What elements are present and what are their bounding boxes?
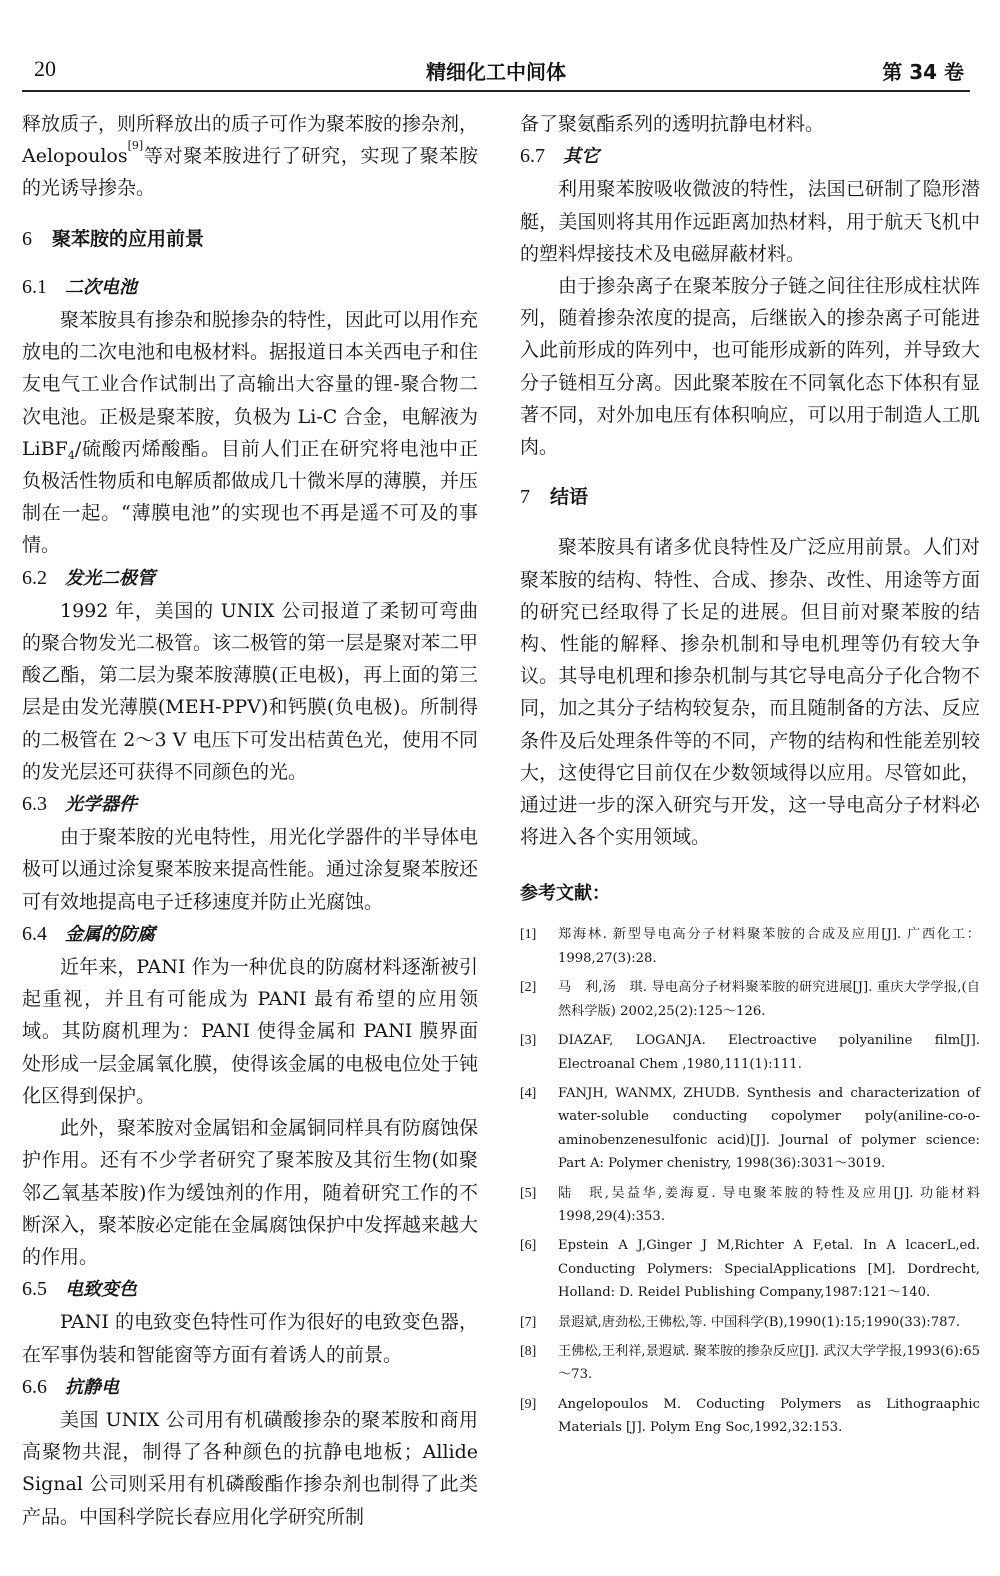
section-6-6-heading: 6.6 抗静电 [22, 1375, 119, 1398]
reference-item [520, 923, 980, 970]
reference-text: DIAZAF, LOGANJA. Electroactive polyaniline film[J]. Electroanal Chem ,1980,111(1):111. [558, 1033, 980, 1072]
reference-list [520, 923, 980, 1439]
reference-item [520, 1182, 980, 1229]
section-6-5-heading: 6.5 电致变色 [22, 1278, 137, 1301]
reference-item [520, 1029, 980, 1076]
reference-text: FANJH, WANMX, ZHUDB. Synthesis and characterization of water-soluble conducting copolymer poly(aniline-co-o-aminobenzenesulfonic acid)[J]. Journal of polymer science: Part A: Polymer chenistry, 1998(36):3031～3019. [558, 1085, 980, 1172]
reference-item [520, 1393, 980, 1440]
section-6-7-heading: 6.7 其它 [520, 145, 599, 168]
section-6-heading: 6 聚苯胺的应用前景 [22, 227, 205, 250]
section-6-2-heading: 6.2 发光二极管 [22, 566, 155, 589]
left-column [22, 108, 478, 1533]
section-6-4-text-2: 此外，聚苯胺对金属铝和金属铜同样具有防腐蚀保护作用。还有不少学者研究了聚苯胺及其衍生物(如聚邻乙氧基苯胺)作为缓蚀剂的作用，随着研究工作的不断深入，聚苯胺必定能在金属腐蚀保护中发挥越来越大的作用。 [22, 1117, 479, 1268]
section-6-5-text: PANI 的电致变色特性可作为很好的电致变色器，在军事伪装和智能窗等方面有着诱人的前景。 [22, 1311, 478, 1366]
reference-number: [9] [520, 1396, 537, 1412]
reference-text: 王佛松,王利祥,景遐斌. 聚苯胺的掺杂反应[J]. 武汉大学学报,1993(6):65～73. [558, 1343, 980, 1383]
reference-text: Angelopoulos M. Coducting Polymers as Lithograaphic Materials [J]. Polym Eng Soc,1992,32:153. [558, 1396, 980, 1436]
section-6-7-text-1: 利用聚苯胺吸收微波的特性，法国已研制了隐形潜艇，美国则将其用作远距离加热材料，用于航天飞机中的塑料焊接技术及电磁屏蔽材料。 [520, 178, 980, 265]
section-7-heading: 7 结语 [520, 486, 589, 509]
right-column [520, 108, 980, 1440]
section-6-3-text: 由于聚苯胺的光电特性，用光化学器件的半导体电极可以通过涂复聚苯胺来提高性能。通过涂复聚苯胺还可有效地提高电子迁移速度并防止光腐蚀。 [22, 826, 479, 913]
reference-item [520, 1082, 980, 1176]
intro-paragraph: 释放质子，则所释放出的质子可作为聚苯胺的掺杂剂，Aelopoulos[9]等对聚苯胺进行了研究，实现了聚苯胺的光诱导掺杂。 [22, 113, 479, 200]
reference-number: [6] [520, 1238, 537, 1254]
reference-number: [8] [520, 1343, 537, 1359]
reference-text: 陆 珉,吴益华,姜海夏. 导电聚苯胺的特性及应用[J]. 功能材料 1998,29(4):353. [558, 1185, 980, 1224]
reference-number: [2] [520, 980, 537, 996]
reference-text: 景遐斌,唐劲松,王佛松,等. 中国科学(B),1990(1):15;1990(33):787. [558, 1314, 961, 1330]
section-6-4-text-1: 近年来，PANI 作为一种优良的防腐材料逐渐被引起重视，并且有可能成为 PANI 最有希望的应用领域。其防腐机理为：PANI 使得金属和 PANI 膜界面处形成一层金属氧化膜，使得该金属的电极电位处于钝化区得到保护。 [22, 956, 479, 1107]
reference-number: [5] [520, 1185, 537, 1201]
section-6-1-text: 聚苯胺具有掺杂和脱掺杂的特性，因此可以用作充放电的二次电池和电极材料。据报道日本关西电子和住友电气工业合作试制出了高输出大容量的锂-聚合物二次电池。正极是聚苯胺，负极为 Li-C 合金，电解液为 LiBF$_4$/硫酸丙烯酸酯。目前人们正在研究将电池中正负极活性物质和电解质都做成几十微米厚的薄膜，并压制在一起。“薄膜电池”的实现也不再是遥不可及的事情。 [22, 309, 479, 557]
reference-item [520, 1340, 980, 1387]
reference-number: [1] [520, 927, 537, 943]
reference-text: 郑海林. 新型导电高分子材料聚苯胺的合成及应用[J]. 广西化工：1998,27(3):28. [558, 927, 980, 966]
reference-number: [7] [520, 1314, 537, 1330]
journal-title: 精细化工中间体 [426, 60, 566, 84]
volume-label: 第 34 卷 [882, 60, 964, 84]
section-6-1-heading: 6.1 二次电池 [22, 275, 137, 298]
reference-text: 马 利,汤 琪. 导电高分子材料聚苯胺的研究进展[J]. 重庆大学学报,(自然科学版) 2002,25(2):125～126. [558, 980, 980, 1019]
citation-9: [9] [127, 139, 144, 153]
running-header [22, 54, 970, 92]
reference-item [520, 976, 980, 1023]
reference-item [520, 1234, 980, 1304]
section-6-3-heading: 6.3 光学器件 [22, 793, 137, 816]
references-heading: 参考文献： [520, 883, 610, 905]
section-6-4-heading: 6.4 金属的防腐 [22, 922, 155, 945]
reference-number: [4] [520, 1085, 537, 1101]
reference-item [520, 1311, 980, 1334]
page-number: 20 [34, 56, 56, 81]
section-6-6-continued: 备了聚氨酯系列的透明抗静电材料。 [520, 113, 825, 135]
reference-number: [3] [520, 1033, 537, 1049]
section-6-2-text: 1992 年，美国的 UNIX 公司报道了柔韧可弯曲的聚合物发光二极管。该二极管的第一层是聚对苯二甲酸乙酯，第二层为聚苯胺薄膜(正电极)，再上面的第三层是由发光薄膜(MEH-PPV)和钙膜(负电极)。所制得的二极管在 2～3 V 电压下可发出桔黄色光，使用不同的发光层还可获得不同颜色的光。 [22, 599, 479, 783]
section-6-7-text-2: 由于掺杂离子在聚苯胺分子链之间往往形成柱状阵列，随着掺杂浓度的提高，后继嵌入的掺杂离子可能进入此前形成的阵列中，也可能形成新的阵列，并导致大分子链相互分离。因此聚苯胺在不同氧化态下体积有显著不同，对外加电压有体积响应，可以用于制造人工肌肉。 [520, 275, 980, 459]
reference-text: Epstein A J,Ginger J M,Richter A F,etal. In A lcacerL,ed. Conducting Polymers: SpecialApplications [M]. Dordrecht, Holland: D. Reidel Publishing Company,1987:121～140. [558, 1238, 980, 1301]
section-6-6-text: 美国 UNIX 公司用有机磺酸掺杂的聚苯胺和商用高聚物共混，制得了各种颜色的抗静电地板；Allide Signal 公司则采用有机磷酸酯作掺杂剂也制得了此类产品。中国科学院长春应用化学研究所制 [22, 1408, 478, 1528]
section-7-text: 聚苯胺具有诸多优良特性及广泛应用前景。人们对聚苯胺的结构、特性、合成、掺杂、改性、用途等方面的研究已经取得了长足的进展。但目前对聚苯胺的结构、性能的解释、掺杂机制和导电机理等仍有较大争议。其导电机理和掺杂机制与其它导电高分子化合物不同，加之其分子结构较复杂，而且随制备的方法、反应条件及后处理条件等的不同，产物的结构和性能差别较大，这使得它目前仅在少数领域得以应用。尽管如此，通过进一步的深入研究与开发，这一导电高分子材料必将进入各个实用领域。 [520, 536, 980, 849]
